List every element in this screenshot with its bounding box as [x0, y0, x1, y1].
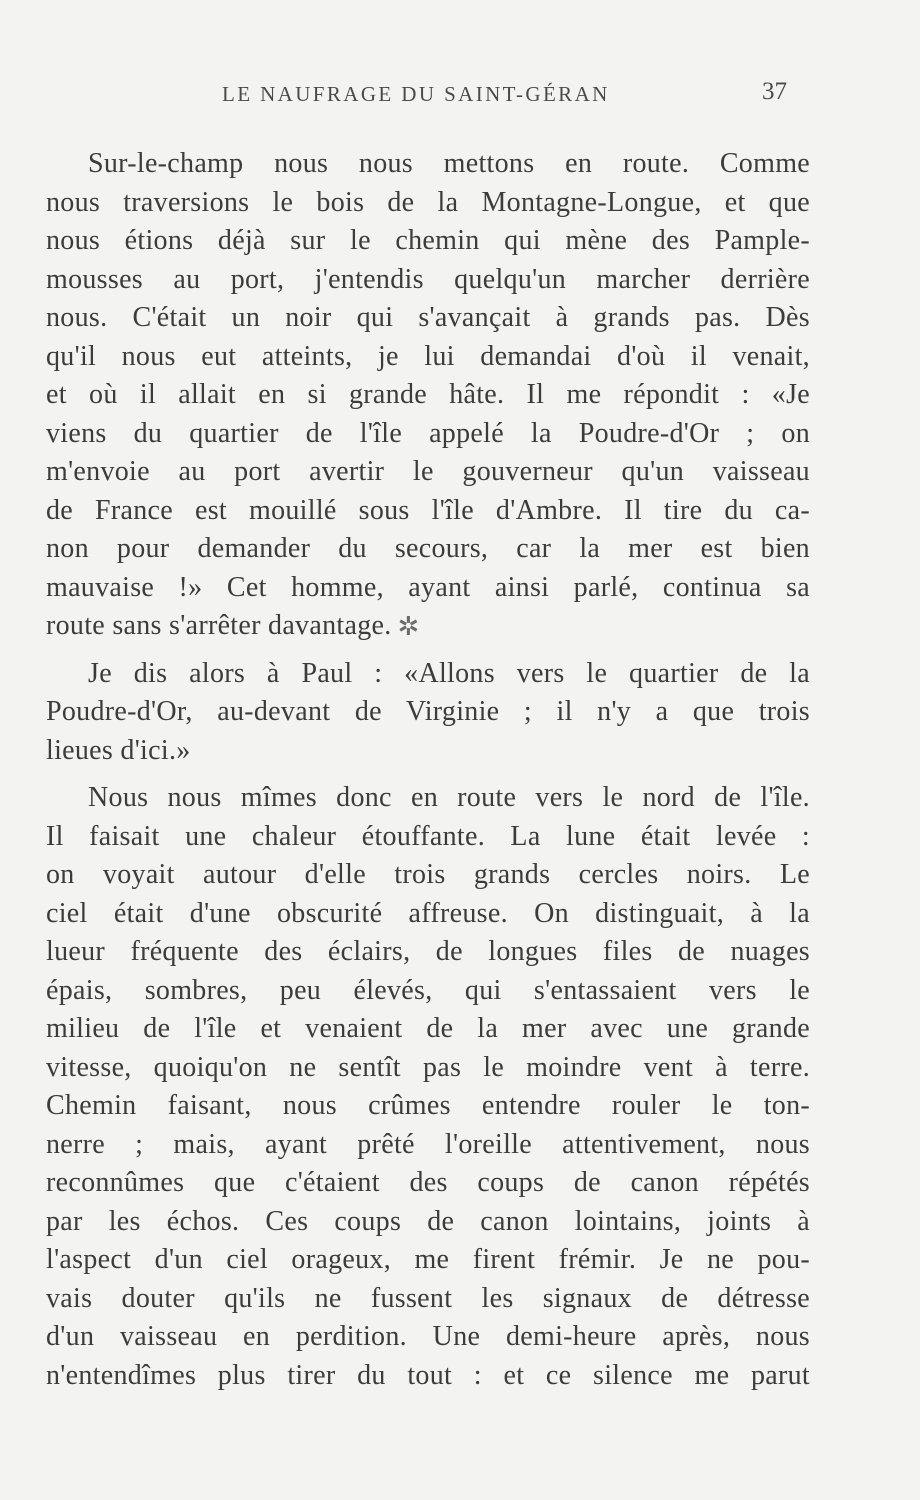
text-line: Poudre-d'Or, au-devant de Virginie ; il n'y a que trois — [46, 696, 810, 727]
text-line: l'aspect d'un ciel orageux, me firent frémir. Je ne pou- — [46, 1244, 810, 1275]
paragraph-gap — [46, 646, 810, 655]
text-line: qu'il nous eut atteints, je lui demandai d'où il venait, — [46, 340, 810, 372]
text-line-last — [46, 607, 810, 646]
text-line: on voyait autour d'elle trois grands cercles noirs. Le — [46, 859, 810, 890]
text-line: et où il allait en si grande hâte. Il me répondit : «Je — [46, 379, 810, 410]
text-line: nerre ; mais, ayant prêté l'oreille attentivement, nous — [46, 1128, 810, 1160]
text-line: Il faisait une chaleur étouffante. La lune était levée : — [46, 820, 810, 852]
text-line: nous. C'était un noir qui s'avançait à grands pas. Dès — [46, 302, 810, 333]
text-line-content: route sans s'arrêter davantage. — [46, 610, 392, 641]
text-line: Nous nous mîmes donc en route vers le nord de l'île. — [88, 782, 810, 813]
text-line: vitesse, quoiqu'on ne sentît pas le moindre vent à terre. — [46, 1051, 810, 1083]
text-line: non pour demander du secours, car la mer est bien — [46, 533, 810, 564]
text-line: Sur-le-champ nous nous mettons en route. Comme — [88, 148, 810, 179]
text-line: n'entendîmes plus tirer du tout : et ce silence me parut — [46, 1359, 810, 1391]
text-line: ciel était d'une obscurité affreuse. On distinguait, à la — [46, 897, 810, 929]
text-line: Je dis alors à Paul : «Allons vers le quartier de la — [88, 657, 810, 689]
text-line: nous traversions le bois de la Montagne-Longue, et que — [46, 186, 810, 218]
text-line: d'un vaisseau en perdition. Une demi-heure après, nous — [46, 1321, 810, 1352]
text-line: épais, sombres, peu élevés, qui s'entassaient vers le — [46, 974, 810, 1006]
text-line: reconnûmes que c'étaient des coups de canon répétés — [46, 1167, 810, 1198]
text-line: vais douter qu'ils ne fussent les signaux de détresse — [46, 1282, 810, 1314]
paragraph-gap — [46, 770, 810, 779]
text-line: mousses au port, j'entendis quelqu'un marcher derrière — [46, 263, 810, 295]
paragraph-3 — [46, 779, 810, 1395]
paragraph-2 — [46, 655, 810, 771]
running-title: LE NAUFRAGE DU SAINT-GÉRAN — [222, 82, 610, 106]
paragraph-1 — [46, 145, 810, 646]
body-text — [46, 145, 810, 1395]
text-line-last: lieues d'ici.» — [46, 734, 191, 766]
text-line: viens du quartier de l'île appelé la Poudre-d'Or ; on — [46, 417, 810, 449]
text-line: lueur fréquente des éclairs, de longues files de nuages — [46, 936, 810, 967]
text-line: de France est mouillé sous l'île d'Ambre. Il tire du ca- — [46, 494, 810, 526]
text-line: par les échos. Ces coups de canon lointains, joints à — [46, 1205, 810, 1237]
text-line: nous étions déjà sur le chemin qui mène des Pample- — [46, 225, 810, 256]
text-line: milieu de l'île et venaient de la mer avec une grande — [46, 1013, 810, 1044]
page-number: 37 — [762, 78, 787, 105]
text-line: mauvaise !» Cet homme, ayant ainsi parlé, continua sa — [46, 571, 810, 603]
text-line: m'envoie au port avertir le gouverneur qu'un vaisseau — [46, 456, 810, 487]
text-line: Chemin faisant, nous crûmes entendre rouler le ton- — [46, 1090, 810, 1121]
ornament-star-icon: ✲ — [397, 612, 420, 642]
